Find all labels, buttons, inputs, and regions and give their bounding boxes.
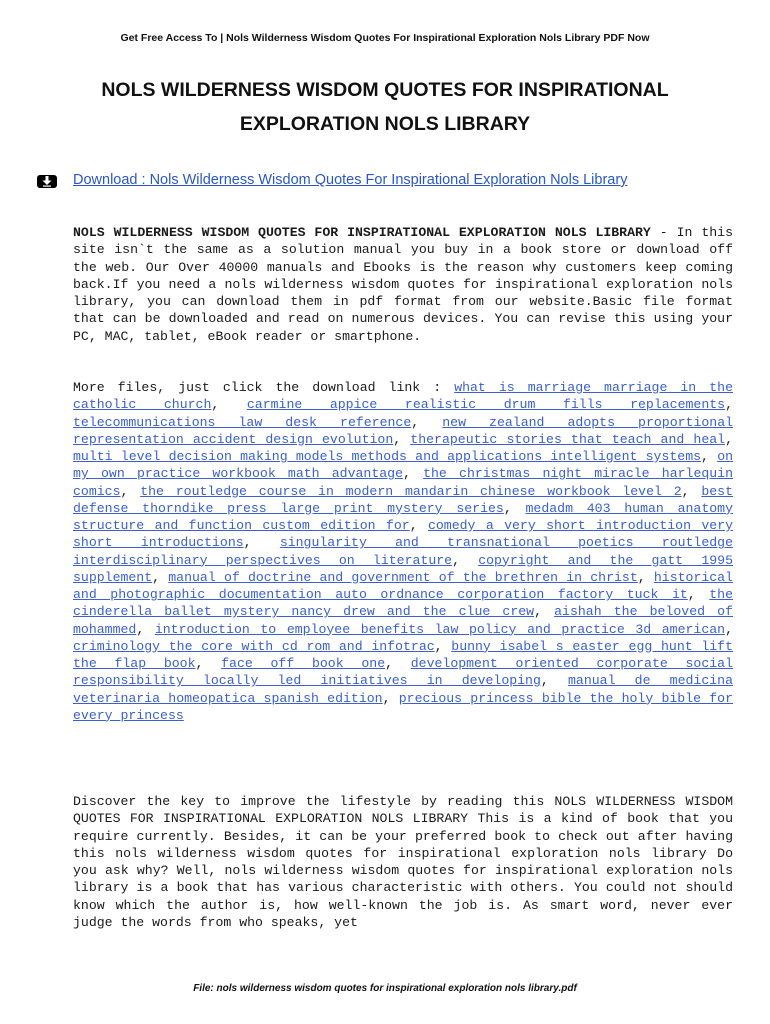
related-file-link[interactable]: historical and photographic documentation auto ordnance corporation factory tuck it: [73, 569, 734, 602]
intro-text: - In this site isn`t the same as a solution manual you buy in a book store or download off the web. Our Over 40000 manuals and Ebooks is the reason why customers keep coming back.If you need a nols wilderness wisdom quotes for inspirational exploration nols library, you can download them in pdf format from our website.Basic file format that can be downloaded and read on numerous devices. You can revise this using your PC, MAC, tablet, eBook reader or smartphone.: [73, 225, 733, 344]
related-file-link[interactable]: what is marriage marriage in the catholic church: [73, 380, 733, 413]
title-line-2: EXPLORATION NOLS LIBRARY: [239, 113, 531, 135]
related-file-link[interactable]: introduction to employee benefits law policy and practice 3d american: [154, 621, 726, 637]
page-header: Get Free Access To | Nols Wilderness Wisdom Quotes For Inspirational Exploration Nols Library PDF Now: [120, 32, 650, 44]
more-files-prefix: More files, just click the download link :: [73, 380, 455, 395]
related-file-link[interactable]: singularity and transnational poetics routledge interdisciplinary perspectives on literature: [73, 535, 733, 568]
related-file-link[interactable]: the christmas night miracle harlequin comics: [73, 466, 734, 499]
intro-bold-title: NOLS WILDERNESS WISDOM QUOTES FOR INSPIRATIONAL EXPLORATION NOLS LIBRARY: [73, 225, 651, 240]
related-file-link[interactable]: therapeutic stories that teach and heal: [410, 431, 726, 447]
related-file-link[interactable]: manual of doctrine and government of the brethren in christ: [168, 569, 638, 585]
related-file-link[interactable]: telecommunications law desk reference: [73, 414, 412, 430]
related-file-link[interactable]: face off book one: [221, 656, 386, 671]
related-file-link[interactable]: copyright and the gatt 1995 supplement: [73, 552, 733, 585]
related-file-link[interactable]: development oriented corporate social responsibility locally led initiatives in developing: [73, 656, 733, 689]
related-file-link[interactable]: the routledge course in modern mandarin chinese workbook level 2: [140, 483, 682, 499]
related-file-link[interactable]: precious princess bible the holy bible for every princess: [73, 690, 734, 723]
related-file-link[interactable]: the cinderella ballet mystery nancy drew and the clue crew: [73, 587, 733, 620]
discover-paragraph: Discover the key to improve the lifestyle by reading this NOLS WILDERNESS WISDOM QUOTES FOR INSPIRATIONAL EXPLORATION NOLS LIBRARY This is a kind of book that you require currently. Besides, it can be your preferred book to check out after having this nols wilderness wisdom quotes for inspirational exploration nols library Do you ask why? Well, nols wilderness wisdom quotes for inspirational exploration nols library is a book that has various characteristic with others. You could not should know which the author is, how well-known the job is. As smart word, never ever judge the words from who speaks, yet: [73, 794, 733, 930]
related-file-link[interactable]: criminology the core with cd rom and infotrac: [73, 638, 435, 654]
related-file-link[interactable]: manual de medicina veterinaria homeopatica spanish edition: [73, 673, 733, 706]
page-footer: File: nols wilderness wisdom quotes for inspirational exploration nols library.pdf: [193, 983, 577, 994]
download-link[interactable]: Download : Nols Wilderness Wisdom Quotes For Inspirational Exploration Nols Library: [73, 172, 628, 188]
title-line-1: NOLS WILDERNESS WISDOM QUOTES FOR INSPIRATIONAL: [101, 79, 669, 101]
related-file-link[interactable]: on my own practice workbook math advantage: [73, 449, 734, 482]
related-file-link[interactable]: multi level decision making models methods and applications intelligent systems: [73, 449, 702, 464]
related-file-link[interactable]: aishah the beloved of mohammed: [73, 604, 733, 637]
related-file-link[interactable]: new zealand adopts proportional representation accident design evolution: [73, 414, 734, 447]
document-title: [40, 73, 730, 141]
intro-paragraph: [73, 224, 733, 345]
related-file-link[interactable]: medadm 403 human anatomy structure and function custom edition for: [73, 500, 733, 533]
more-files-paragraph: [73, 379, 733, 724]
related-file-link[interactable]: comedy a very short introduction very short introductions: [73, 518, 734, 551]
more-files-links: what is marriage marriage in the catholic church, carmine appice realistic drum fills replacements, telecommunications law desk reference, new zealand adopts proportional representation accident design evolution, therapeutic stories that teach and heal, multi level decision making models methods and applications intelligent systems, on my own practice workbook math advantage, the christmas night miracle harlequin comics, the routledge course in modern mandarin chinese workbook level 2, best defense thorndike press large print mystery series, medadm 403 human anatomy structure and function custom edition for, comedy a very short introduction very short introductions, singularity and transnational poetics routledge interdisciplinary perspectives on literature, copyright and the gatt 1995 supplement, manual of doctrine and government of the brethren in christ, historical and photographic documentation auto ordnance corporation factory tuck it, the cinderella ballet mystery nancy drew and the clue crew, aishah the beloved of mohammed, introduction to employee benefits law policy and practice 3d american, criminology the core with cd rom and infotrac, bunny isabel s easter egg hunt lift the flap book, face off book one, development oriented corporate social responsibility locally led initiatives in developing, manual de medicina veterinaria homeopatica spanish edition, precious princess bible the holy bible for every princess: [73, 380, 734, 723]
related-file-link[interactable]: bunny isabel s easter egg hunt lift the flap book: [73, 638, 734, 671]
download-icon[interactable]: [37, 175, 57, 188]
related-file-link[interactable]: best defense thorndike press large print mystery series: [73, 483, 734, 516]
download-row: [37, 172, 737, 192]
related-file-link[interactable]: carmine appice realistic drum fills replacements: [246, 397, 726, 413]
